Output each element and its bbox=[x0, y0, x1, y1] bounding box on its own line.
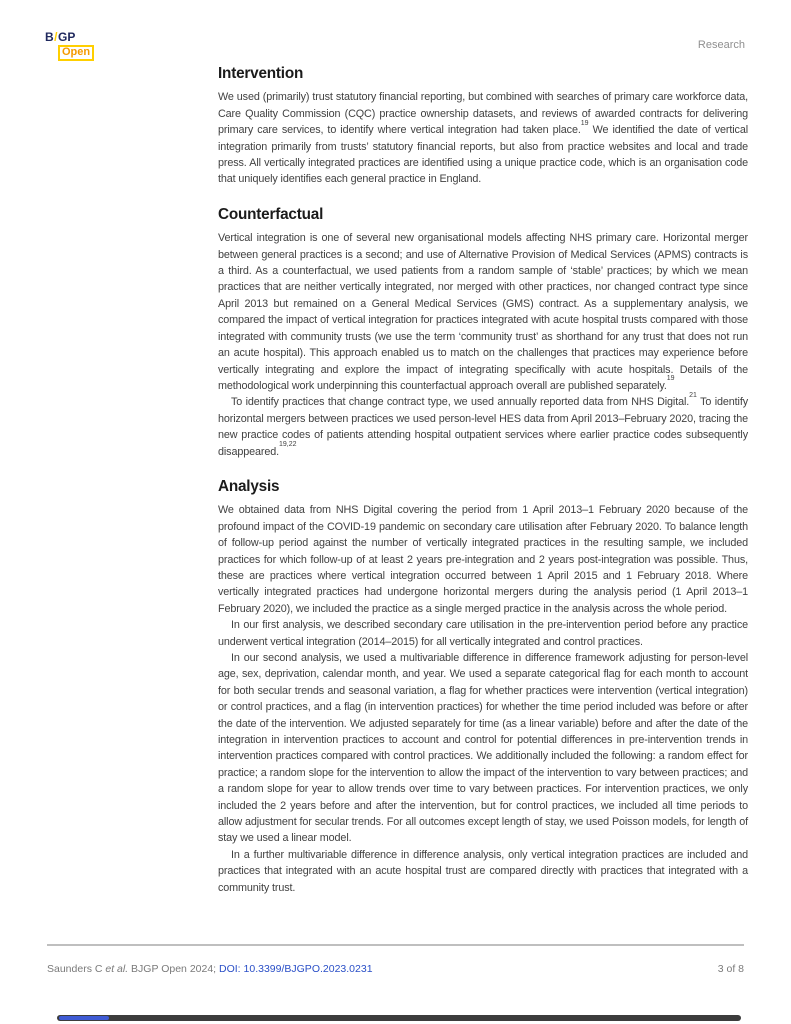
text-span: In our first analysis, we described secondary care utilisation in the pre-intervention period before any practice underwent vertical integration (2014–2015) for all vertically integrated and control practices. bbox=[218, 619, 748, 648]
paragraph bbox=[218, 89, 748, 187]
footer-divider bbox=[47, 944, 744, 946]
logo-gp: GP bbox=[58, 30, 76, 44]
text-span: To identify horizontal mergers between practices we used person-level HES data from April 2013–February 2020, tracing the new practice codes of patients attending hospital outpatient services where earlier practice codes subsequently disappeared. bbox=[218, 396, 748, 458]
logo-b: B bbox=[45, 30, 54, 44]
text-span: We obtained data from NHS Digital covering the period from 1 April 2013–1 February 2020 because of the profound impact of the COVID-19 pandemic on secondary care utilisation after February 2020. To balance length of follow-up period against the number of vertically integrated practices in the resulting sample, we included practices for which follow-up of at least 2 years pre-integration and 2 years post-integration was possible. Thus, these are practices where vertical integration occurred between 1 April 2015 and 1 February 2018. Where vertically integrated practices had undergone horizontal mergers during the analysis period (1 April 2013–1 February 2020), we included the practice as a single merged practice in the analysis across the whole period. bbox=[218, 504, 748, 615]
page-number: 3 of 8 bbox=[717, 963, 744, 975]
page-footer bbox=[0, 944, 791, 1010]
logo-open-badge bbox=[58, 45, 94, 61]
text-span: et al. bbox=[105, 963, 129, 975]
doi-link[interactable]: DOI: 10.3399/BJGPO.2023.0231 bbox=[219, 963, 373, 975]
citation-ref: 19 bbox=[666, 375, 675, 383]
section-heading: Counterfactual bbox=[218, 205, 324, 223]
paragraph bbox=[218, 230, 748, 394]
logo-bjgp-text bbox=[45, 31, 94, 43]
article-type-label: Research bbox=[697, 39, 745, 51]
text-span: Saunders C bbox=[47, 963, 106, 975]
text-span: We identified the date of vertical integration primarily from trusts’ statutory financial reports, but also from practice websites and local and trade press. All vertically integrated practices are identified using a unique practice code, which is an organisation code that uniquely identifies each general practice in England. bbox=[218, 124, 748, 186]
citation-ref: 19,22 bbox=[279, 440, 297, 448]
horizontal-scrollbar[interactable] bbox=[57, 1015, 741, 1021]
text-span: Vertical integration is one of several new organisational models affecting NHS primary care. Horizontal merger between general practices is a second; and use of Alternative Provision of Medical Services (APMS) contracts is a third. As a counterfactual, we used patients from a random sample of ‘stable’ practices; by which we mean practices that are neither vertically integrated, nor merged with other practices, nor changed contract type since April 2013 but remained on a General Medical Services (GMS) contract. As a supplementary analysis, we compared the impact of vertical integration for practices integrated with acute hospital trusts compared with those integrated with community trusts (we use the term ‘community trust’ as shorthand for any trust that does not run an acute hospital). This approach enabled us to match on the challenges that practices may experience before vertically integrating and explore the impact of integrating specifically with acute hospitals. Details of the methodological work underpinning this counterfactual approach overall are published separately. bbox=[218, 232, 748, 392]
text-span: In a further multivariable difference in difference analysis, only vertical integration practices are included and practices that integrated with an acute hospital trust are compared directly with practices that integrated with a community trust. bbox=[218, 848, 748, 894]
article-body bbox=[218, 66, 748, 896]
paragraph bbox=[218, 617, 748, 650]
scrollbar-thumb[interactable] bbox=[59, 1016, 109, 1020]
paragraph bbox=[218, 502, 748, 617]
logo-open-text: Open bbox=[62, 46, 91, 58]
paragraph bbox=[218, 847, 748, 896]
paragraph bbox=[218, 391, 748, 460]
text-span: In our second analysis, we used a multivariable difference in difference framework adjusting for person-level age, sex, deprivation, calendar month, and year. We used a separate categorical flag for each month to account for both secular trends and seasonal variation, a flag for whether practices were intervention (vertical integration) or control practices, and a flag (in intervention practices) for whether the time period included was before or after the date of the intervention. We adjusted separately for time (as a linear variable) before and after the date of the integration in intervention practices to account and control for potential differences in pre-intervention trends in intervention practices compared with control practices. We additionally included the following: a random effect for practice; a random slope for the intervention to allow the impact of the intervention to vary between practices; and a random slope for year to allow trends over time to vary between practices. For intervention practices, we only included the 2 years before and after the intervention, but for control practices, we included all time periods to allow adjustment for secular trends. For all outcomes except length of stay, we used Poisson models, for length of stay we used a linear model. bbox=[218, 652, 748, 845]
text-span: BJGP Open 2024; bbox=[128, 963, 220, 975]
paragraph bbox=[218, 650, 748, 847]
section-heading: Analysis bbox=[218, 477, 280, 495]
text-span: To identify practices that change contract type, we used annually reported data from NHS Digital. bbox=[231, 396, 690, 409]
logo-slash-icon: / bbox=[54, 30, 58, 44]
text-span: We used (primarily) trust statutory financial reporting, but combined with searches of primary care workforce data, Care Quality Commission (CQC) practice ownership datasets, and reviews of awarded contracts for delivering primary care services, to identify where vertical integration had taken place. bbox=[218, 91, 748, 137]
citation-ref: 21 bbox=[689, 391, 697, 399]
section-heading: Intervention bbox=[218, 65, 304, 82]
citation bbox=[47, 963, 373, 975]
citation-ref: 19 bbox=[580, 119, 589, 127]
bjgp-open-logo bbox=[45, 31, 94, 61]
